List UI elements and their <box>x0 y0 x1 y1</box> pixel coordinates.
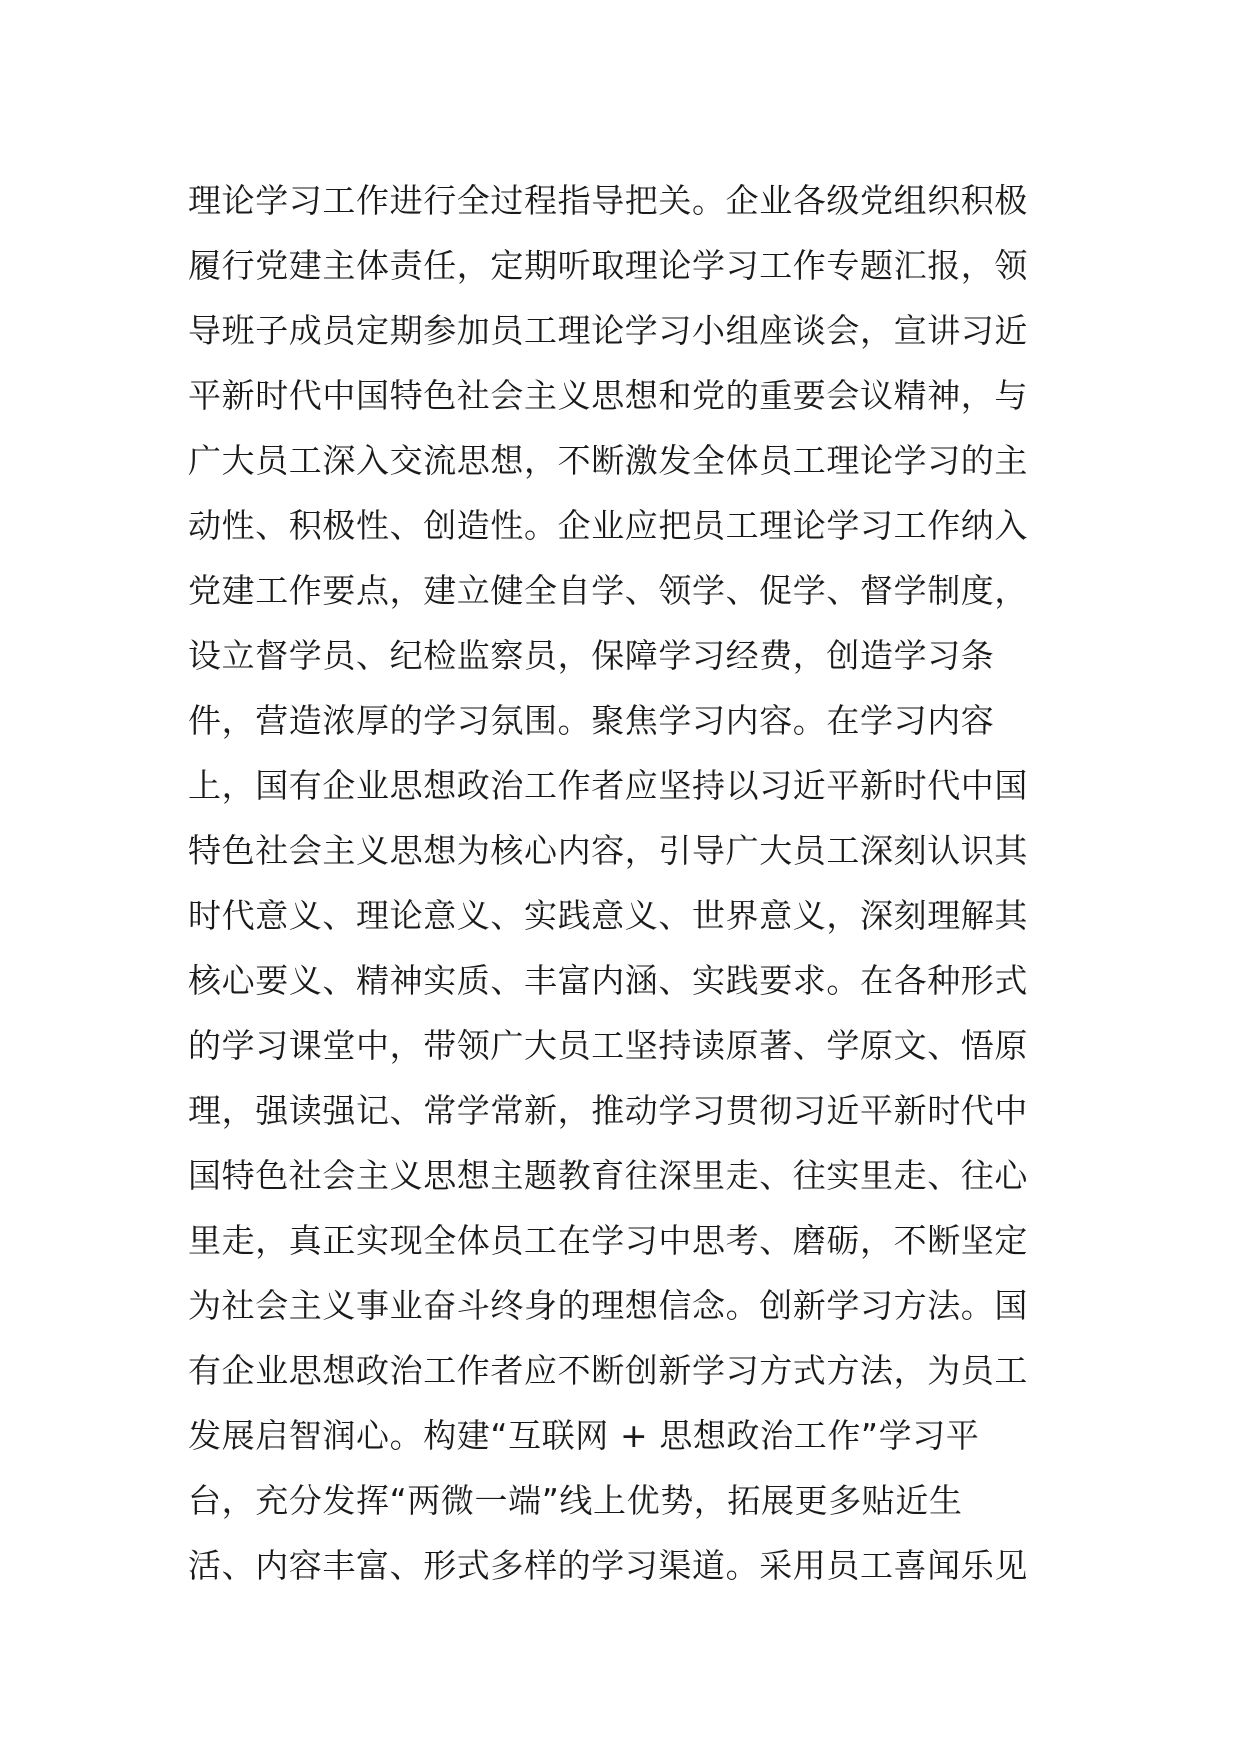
text-line: 活、内容丰富、形式多样的学习渠道。采用员工喜闻乐见 <box>188 1546 1028 1585</box>
text-line: 时代意义、理论意义、实践意义、世界意义，深刻理解其 <box>188 896 1028 935</box>
body-text <box>188 168 1068 1598</box>
text-line: 广大员工深入交流思想，不断激发全体员工理论学习的主 <box>188 441 1028 480</box>
text-line: 里走，真正实现全体员工在学习中思考、磨砺，不断坚定 <box>188 1221 1028 1260</box>
text-line: 党建工作要点，建立健全自学、领学、促学、督学制度， <box>188 571 1028 610</box>
text-line: 的学习课堂中，带领广大员工坚持读原著、学原文、悟原 <box>188 1026 1028 1065</box>
text-line: 有企业思想政治工作者应不断创新学习方式方法，为员工 <box>188 1351 1028 1390</box>
text-line: 理，强读强记、常学常新，推动学习贯彻习近平新时代中 <box>188 1091 1028 1130</box>
text-line: 发展启智润心。构建“互联网 + 思想政治工作”学习平 <box>188 1416 980 1455</box>
text-line: 台，充分发挥“两微一端”线上优势，拓展更多贴近生 <box>188 1481 963 1520</box>
text-line: 理论学习工作进行全过程指导把关。企业各级党组织积极 <box>188 181 1028 220</box>
text-line: 履行党建主体责任，定期听取理论学习工作专题汇报，领 <box>188 246 1028 285</box>
text-line: 核心要义、精神实质、丰富内涵、实践要求。在各种形式 <box>188 961 1028 1000</box>
text-line: 导班子成员定期参加员工理论学习小组座谈会，宣讲习近 <box>188 311 1028 350</box>
text-line: 为社会主义事业奋斗终身的理想信念。创新学习方法。国 <box>188 1286 1028 1325</box>
text-line: 上，国有企业思想政治工作者应坚持以习近平新时代中国 <box>188 766 1028 805</box>
text-line: 动性、积极性、创造性。企业应把员工理论学习工作纳入 <box>188 506 1028 545</box>
text-line: 平新时代中国特色社会主义思想和党的重要会议精神，与 <box>188 376 1028 415</box>
text-line: 件，营造浓厚的学习氛围。聚焦学习内容。在学习内容 <box>188 701 995 740</box>
text-line: 特色社会主义思想为核心内容，引导广大员工深刻认识其 <box>188 831 1028 870</box>
text-line: 国特色社会主义思想主题教育往深里走、往实里走、往心 <box>188 1156 1028 1195</box>
text-line: 设立督学员、纪检监察员，保障学习经费，创造学习条 <box>188 636 995 675</box>
